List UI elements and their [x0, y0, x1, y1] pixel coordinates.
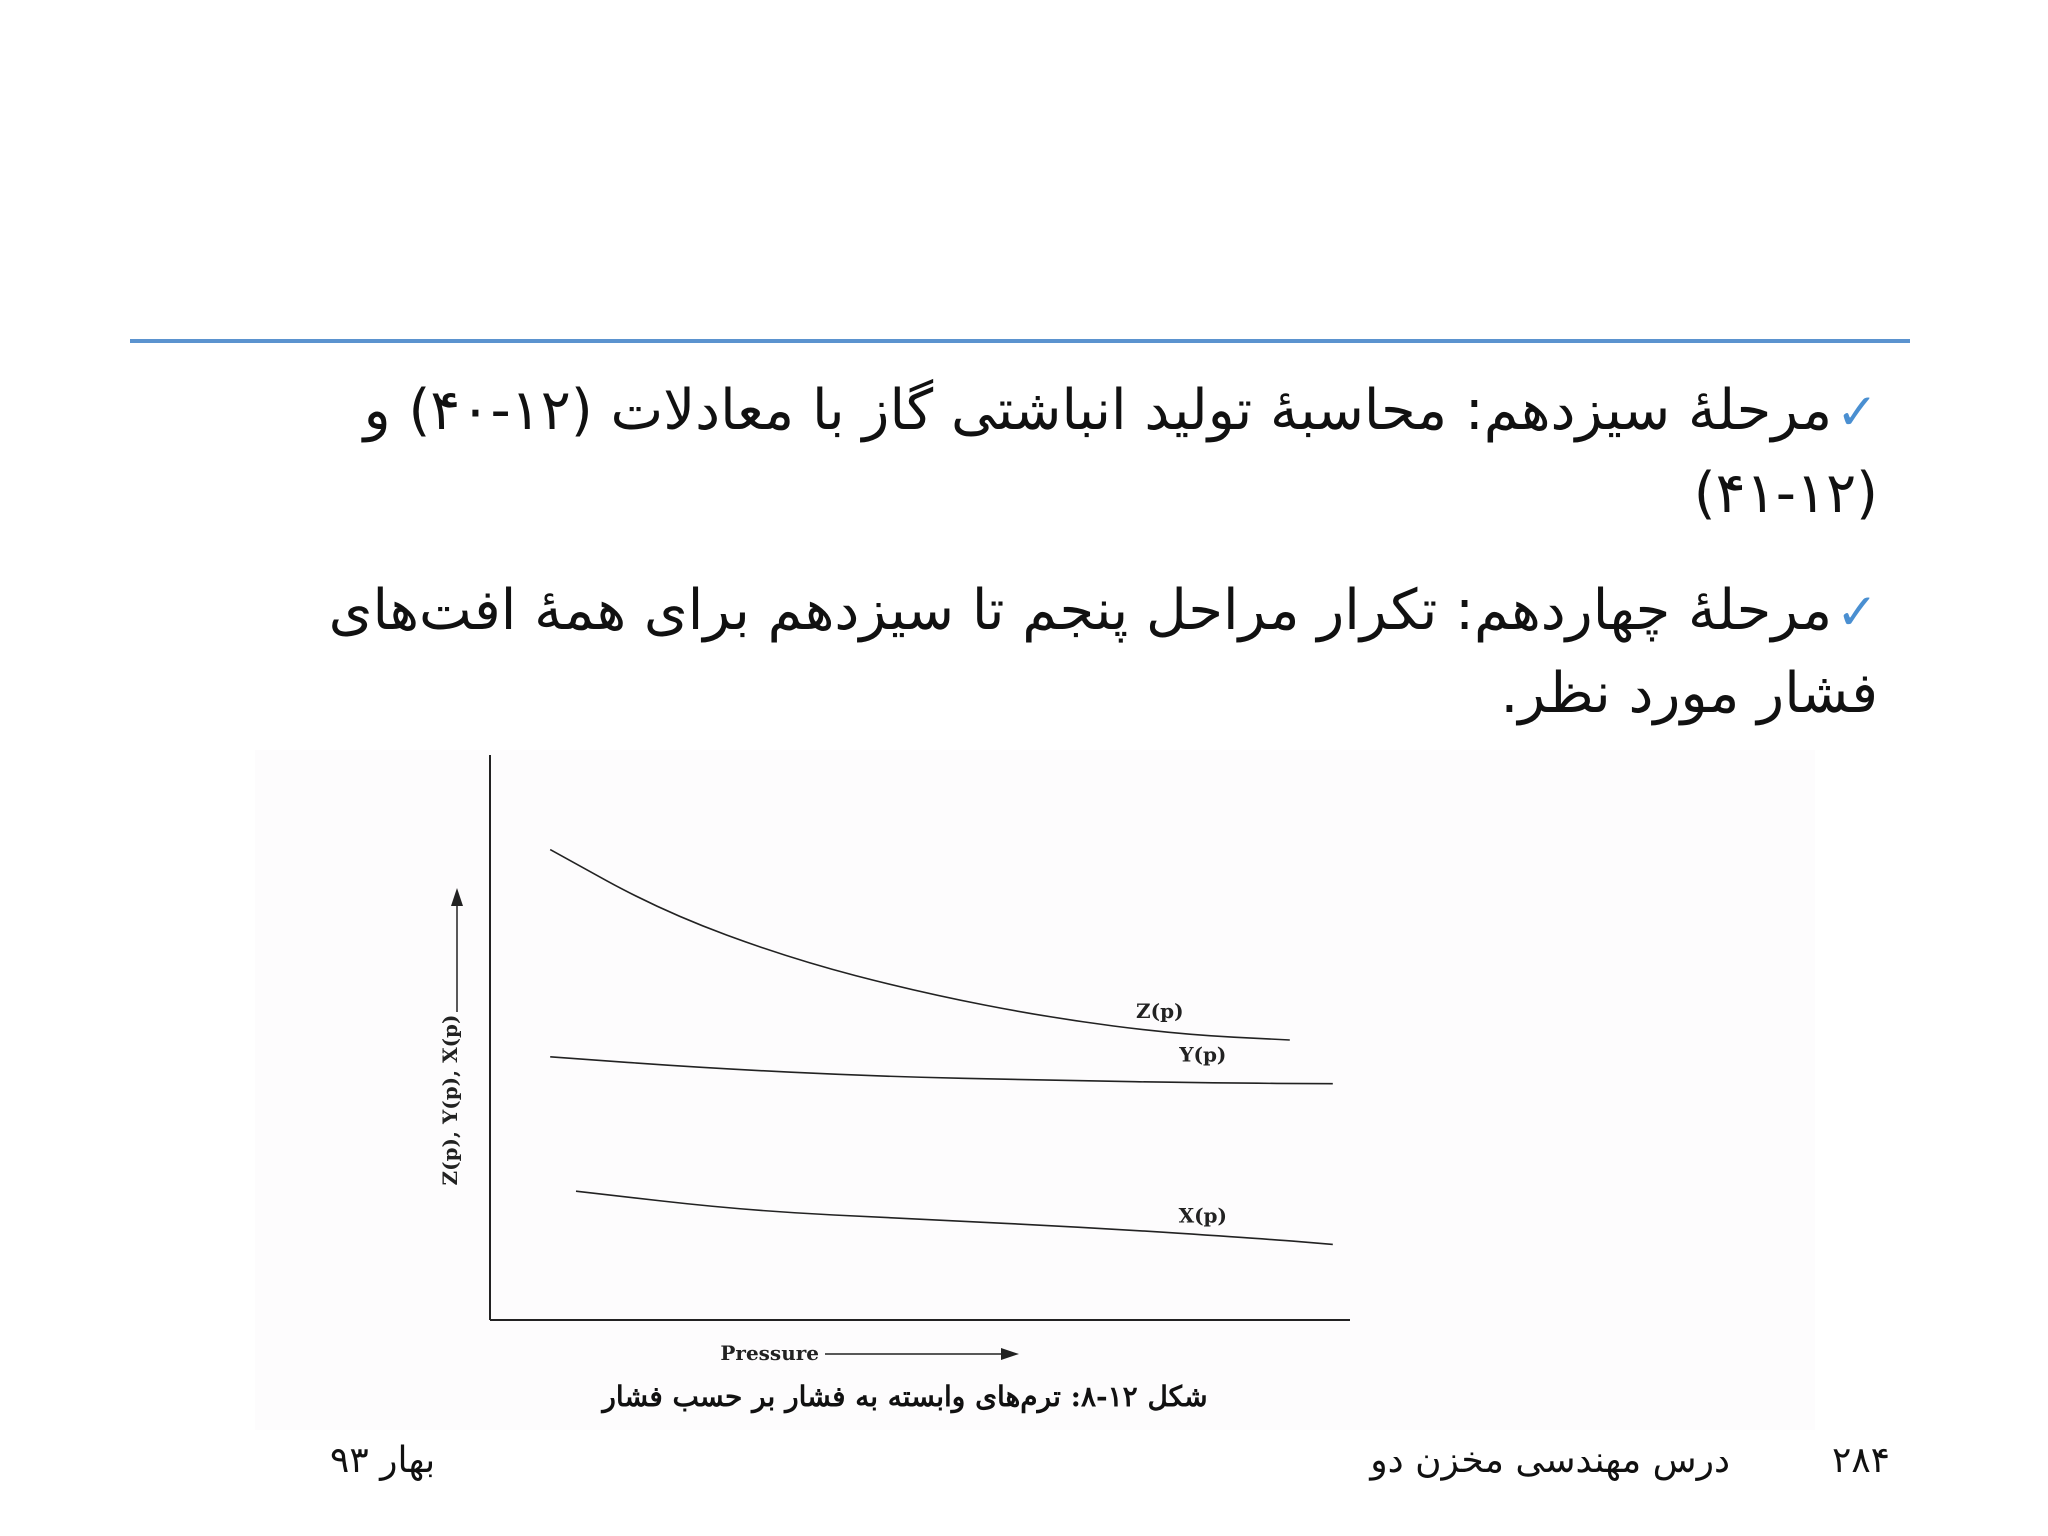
- bullet-text: مرحلۀ سیزدهم: محاسبۀ تولید انباشتی گاز با معادلات (۱۲-۴۰) و (۱۲-۴۱): [363, 378, 1878, 526]
- footer-page-number: ۲۸۴: [1831, 1440, 1890, 1481]
- x-axis-label: Pressure: [720, 1341, 819, 1365]
- y-axis-arrowhead-icon: [451, 888, 463, 906]
- y-axis-label: Z(p), Y(p), X(p): [438, 1014, 462, 1186]
- check-icon: ✓: [1836, 383, 1878, 441]
- series-label-3: X(p): [1178, 1203, 1228, 1228]
- check-icon: ✓: [1836, 583, 1878, 641]
- x-axis-arrowhead-icon: [1001, 1348, 1019, 1360]
- series-label-1: Z(p): [1136, 999, 1184, 1023]
- footer-course-title: درس مهندسی مخزن دو: [1370, 1440, 1730, 1481]
- series-label-2: Y(p): [1179, 1042, 1227, 1067]
- bullet-text: مرحلۀ چهاردهم: تکرار مراحل پنجم تا سیزدهم برای همۀ افت‌های فشار مورد نظر.: [328, 578, 1878, 726]
- header-divider-line: [130, 337, 1910, 345]
- figure-chart: [255, 750, 1815, 1430]
- line-chart: [255, 750, 1815, 1430]
- figure-caption: شکل ۱۲-۸: ترم‌های وابسته به فشار بر حسب فشار: [602, 1380, 1208, 1413]
- bullet-item-step-13: [298, 370, 1878, 535]
- bullet-item-step-14: [278, 570, 1878, 735]
- footer-term: بهار ۹۳: [330, 1440, 436, 1481]
